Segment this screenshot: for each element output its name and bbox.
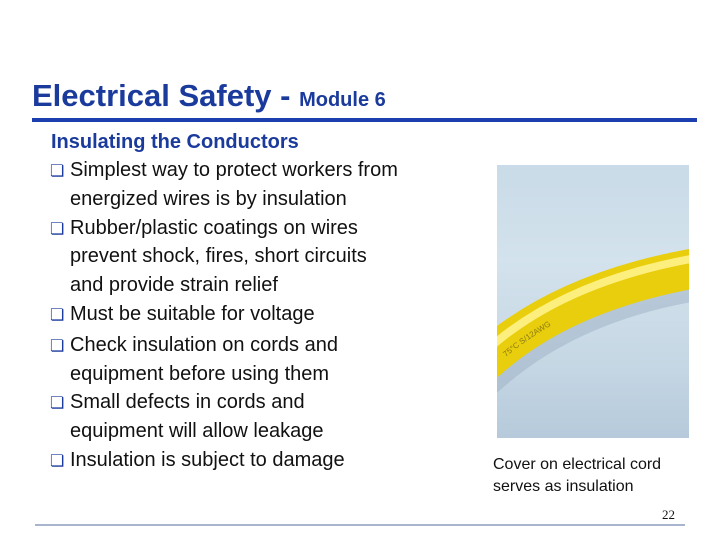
bullet-text: Simplest way to protect workers from energized wires is by insulation <box>70 159 398 210</box>
slide-title-main: Electrical Safety - <box>32 78 300 113</box>
checkbox-bullet-icon: ❏ <box>50 337 65 355</box>
slide-title-module: Module 6 <box>299 89 386 111</box>
bullet-item <box>50 156 480 214</box>
yellow-cord-illustration <box>497 165 689 438</box>
bullet-text: Insulation is subject to damage <box>70 448 345 471</box>
bullet-text: Must be suitable for voltage <box>70 302 315 325</box>
bullet-item <box>50 446 480 477</box>
checkbox-bullet-icon: ❏ <box>50 220 65 238</box>
checkbox-bullet-icon: ❏ <box>50 395 65 413</box>
cord-body <box>497 267 689 360</box>
bullet-item <box>50 331 480 389</box>
photo-caption: Cover on electrical cord serves as insulation <box>493 456 662 495</box>
bullet-item <box>50 388 480 446</box>
electrical-cord-photo <box>497 165 689 438</box>
page-number: 22 <box>662 507 675 522</box>
bullet-list <box>50 156 480 477</box>
bullet-text: Check insulation on cords and equipment before using them <box>70 333 338 385</box>
footer-rule <box>35 524 685 526</box>
slide-title <box>32 78 386 114</box>
bullet-text: Rubber/plastic coatings on wires prevent shock, fires, short circuits and provide strain relief <box>70 216 367 297</box>
bullet-item <box>50 300 480 331</box>
checkbox-bullet-icon: ❏ <box>50 163 65 180</box>
section-heading: Insulating the Conductors <box>51 131 299 153</box>
bullet-text: Small defects in cords and equipment will allow leakage <box>70 391 324 443</box>
bullet-item <box>50 214 480 300</box>
title-underline <box>32 118 697 122</box>
cord-marking-text: 75°C S/12AWG <box>501 319 553 359</box>
checkbox-bullet-icon: ❏ <box>50 452 65 470</box>
checkbox-bullet-icon: ❏ <box>50 306 65 324</box>
